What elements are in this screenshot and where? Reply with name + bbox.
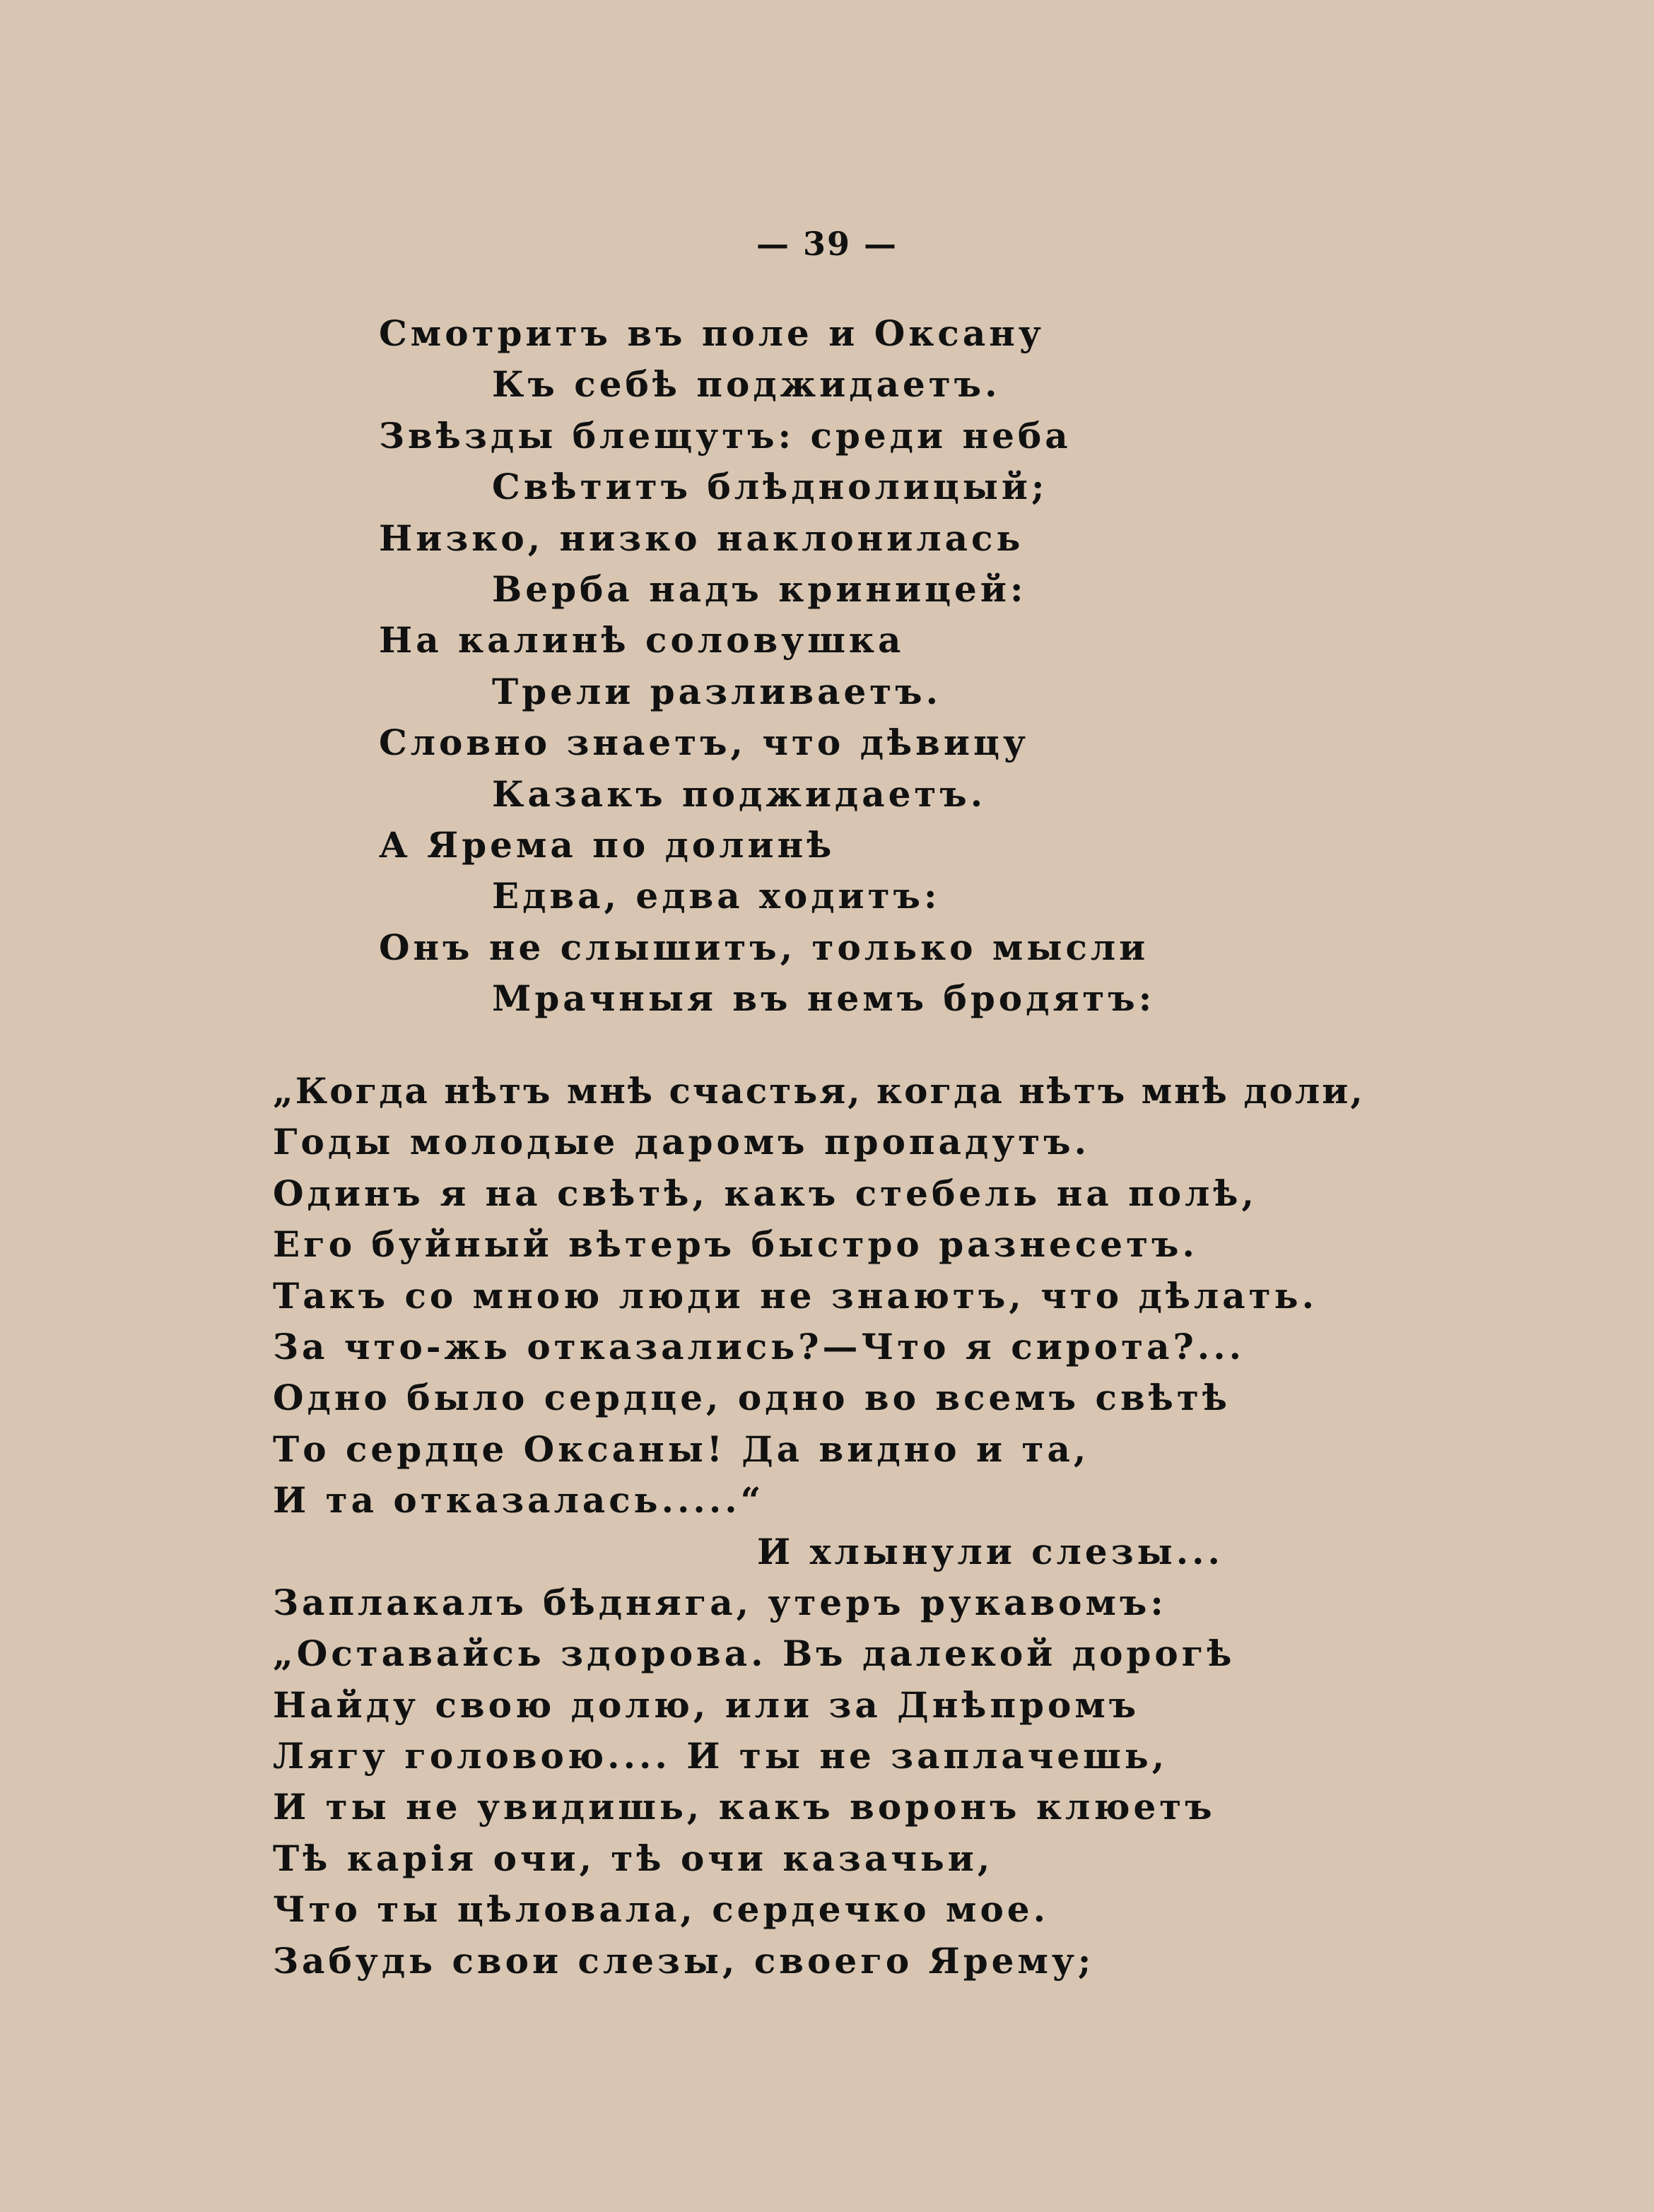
poem-line: Одно было сердце, одно во всемъ свѣтѣ	[273, 1377, 1231, 1419]
poem-line: Забудь свои слезы, своего Ярему;	[273, 1939, 1095, 1982]
poem-line: Найду свою долю, или за Днѣпромъ	[273, 1683, 1140, 1726]
poem-line: Звѣзды блещутъ: среди неба	[379, 414, 1072, 457]
poem-line: Онъ не слышитъ, только мысли	[379, 926, 1149, 968]
poem-line: Годы молодые даромъ пропадутъ.	[273, 1121, 1090, 1163]
stanza-2	[273, 1066, 1616, 1987]
poem-line: Тѣ карія очи, тѣ очи казачьи,	[273, 1837, 994, 1879]
poem-line: Лягу головою.... И ты не заплачешь,	[273, 1735, 1168, 1777]
poem-line: А Ярема по долинѣ	[379, 823, 835, 866]
poem-line: Трели разливаетъ.	[492, 670, 942, 712]
poem-line: За что-жь отказались?—Что я сирота?...	[273, 1325, 1245, 1367]
poem-line: То сердце Оксаны! Да видно и та,	[273, 1428, 1090, 1470]
poem-line: И хлынули слезы...	[757, 1530, 1224, 1572]
poem-line: Мрачныя въ немъ бродятъ:	[492, 977, 1156, 1020]
poem-line: На калинѣ соловушка	[379, 619, 905, 661]
poem-line: „Когда нѣтъ мнѣ счастья, когда нѣтъ мнѣ доли,	[273, 1070, 1365, 1112]
poem-line: Едва, едва ходитъ:	[492, 875, 941, 917]
poem-line: Что ты цѣловала, сердечко мое.	[273, 1888, 1050, 1931]
page-number: — 39 —	[756, 225, 898, 263]
stanza-1	[379, 308, 1580, 1024]
poem-line: Словно знаетъ, что дѣвицу	[379, 722, 1029, 764]
poem-line: Верба надъ криницей:	[492, 567, 1027, 610]
poem-line: Свѣтитъ блѣднолицый;	[492, 466, 1048, 508]
poem-line: „Оставайсь здорова. Въ далекой дорогѣ	[273, 1632, 1236, 1675]
poem-line: Казакъ поджидаетъ.	[492, 772, 987, 815]
poem-line: Заплакалъ бѣдняга, утеръ рукавомъ:	[273, 1581, 1167, 1623]
poem-line: Къ себѣ поджидаетъ.	[492, 363, 1001, 406]
poem-line: Его буйный вѣтеръ быстро разнесетъ.	[273, 1223, 1198, 1266]
poem-line: Низко, низко наклонилась	[379, 517, 1024, 559]
poem-line: И ты не увидишь, какъ воронъ клюетъ	[273, 1786, 1216, 1828]
poem-line: И та отказалась.....“	[273, 1479, 765, 1522]
poem-line: Смотритъ въ поле и Оксану	[379, 312, 1045, 354]
poem-line: Одинъ я на свѣтѣ, какъ стебель на полѣ,	[273, 1172, 1257, 1214]
poem-line: Такъ со мною люди не знаютъ, что дѣлать.	[273, 1274, 1318, 1317]
